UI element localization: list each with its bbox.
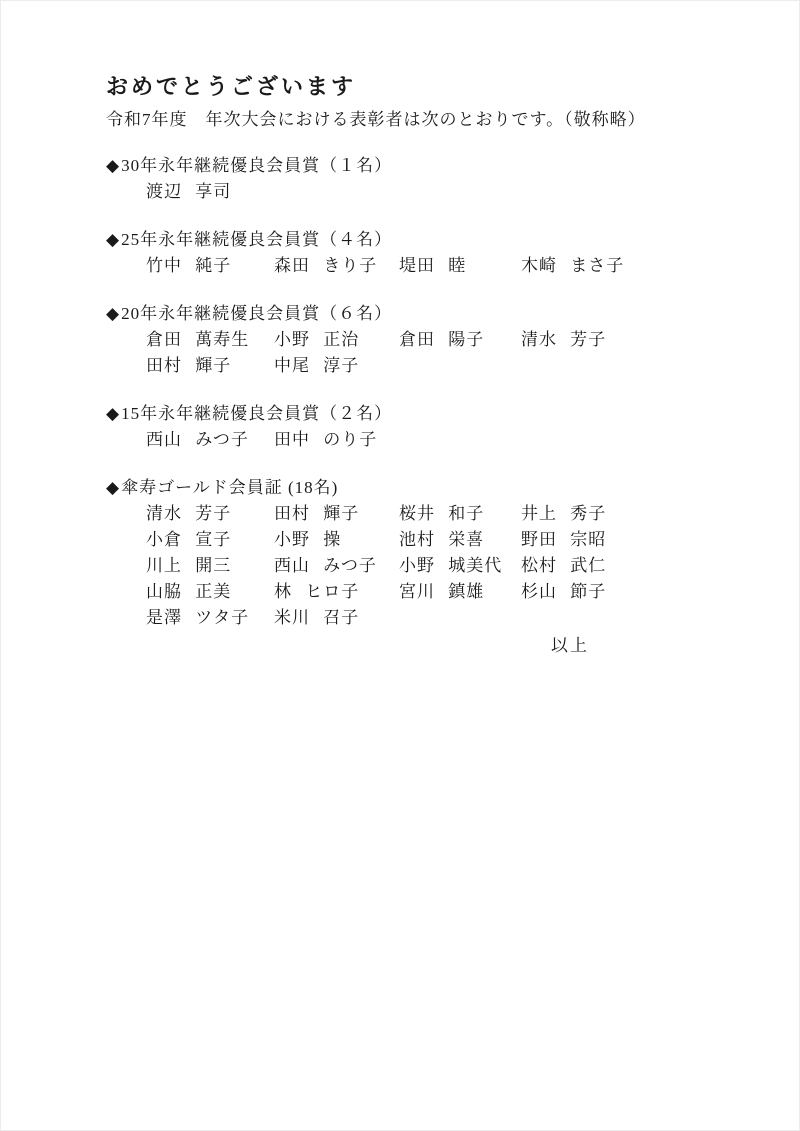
- section-heading-text: 20年永年継続優良会員賞（６名）: [121, 304, 393, 323]
- award-section-25yr: [106, 227, 739, 279]
- recipient-name: 田村 輝子: [274, 504, 360, 523]
- section-heading: [106, 475, 739, 501]
- recipient-name: 林 ヒロ子: [274, 582, 360, 601]
- recipient-name: 小野 正治: [274, 330, 360, 349]
- names-row: [146, 579, 739, 605]
- recipient-name: 清水 芳子: [146, 504, 232, 523]
- award-section-15yr: [106, 401, 739, 453]
- recipient-name: 渡辺 享司: [146, 182, 232, 201]
- section-heading: [106, 401, 739, 427]
- recipient-name: 森田 きり子: [274, 256, 378, 275]
- section-heading-text: 傘寿ゴールド会員証 (18名): [121, 478, 339, 497]
- recipient-name: 堤田 睦: [399, 256, 467, 275]
- names-row: [146, 179, 739, 205]
- names-row: [146, 327, 739, 353]
- award-section-20yr: [106, 301, 739, 379]
- section-heading-text: 25年永年継続優良会員賞（４名）: [121, 230, 393, 249]
- page-subtitle: 令和7年度 年次大会における表彰者は次のとおりです。（敬称略）: [106, 110, 646, 129]
- diamond-bullet-icon: ◆: [106, 404, 121, 423]
- diamond-bullet-icon: ◆: [106, 478, 121, 497]
- recipient-name: 池村 栄喜: [399, 530, 485, 549]
- award-section-30yr: [106, 153, 739, 205]
- recipients-list: [146, 427, 739, 453]
- recipient-name: 倉田 陽子: [399, 330, 485, 349]
- page-title: おめでとうございます: [106, 74, 357, 99]
- recipient-name: 井上 秀子: [521, 504, 607, 523]
- recipient-name: 西山 みつ子: [274, 556, 377, 575]
- recipient-name: 田村 輝子: [146, 356, 232, 375]
- closing-text: 以上: [551, 636, 589, 655]
- recipients-list: [146, 179, 739, 205]
- section-heading: [106, 227, 739, 253]
- recipient-name: 杉山 節子: [521, 582, 607, 601]
- recipient-name: 松村 武仁: [521, 556, 607, 575]
- section-heading-text: 15年永年継続優良会員賞（２名）: [121, 404, 393, 423]
- recipient-name: 倉田 萬寿生: [146, 330, 250, 349]
- recipient-name: 山脇 正美: [146, 582, 232, 601]
- diamond-bullet-icon: ◆: [106, 230, 121, 249]
- names-row: [146, 553, 739, 579]
- section-heading: [106, 153, 739, 179]
- recipient-name: 清水 芳子: [521, 330, 607, 349]
- recipient-name: 竹中 純子: [146, 256, 232, 275]
- recipient-name: 川上 開三: [146, 556, 232, 575]
- recipient-name: 野田 宗昭: [521, 530, 607, 549]
- recipient-name: 西山 みつ子: [146, 430, 249, 449]
- names-row: [146, 253, 739, 279]
- recipients-list: [146, 327, 739, 379]
- recipients-list: [146, 253, 739, 279]
- names-row: [146, 527, 739, 553]
- recipient-name: 是澤 ツタ子: [146, 608, 250, 627]
- recipient-name: 木崎 まさ子: [521, 256, 625, 275]
- recipient-name: 中尾 淳子: [274, 356, 360, 375]
- names-row: [146, 605, 739, 631]
- section-heading: [106, 301, 739, 327]
- names-row: [146, 427, 739, 453]
- recipient-name: 桜井 和子: [399, 504, 485, 523]
- diamond-bullet-icon: ◆: [106, 156, 121, 175]
- diamond-bullet-icon: ◆: [106, 304, 121, 323]
- award-section-gold: [106, 475, 739, 631]
- recipient-name: 小倉 宣子: [146, 530, 232, 549]
- names-row: [146, 353, 739, 379]
- recipient-name: 宮川 鎮雄: [399, 582, 485, 601]
- recipient-name: 米川 召子: [274, 608, 360, 627]
- names-row: [146, 501, 739, 527]
- recipient-name: 小野 城美代: [399, 556, 503, 575]
- recipients-list: [146, 501, 739, 631]
- recipient-name: 小野 操: [274, 530, 342, 549]
- recipient-name: 田中 のり子: [274, 430, 378, 449]
- section-heading-text: 30年永年継続優良会員賞（１名）: [121, 156, 393, 175]
